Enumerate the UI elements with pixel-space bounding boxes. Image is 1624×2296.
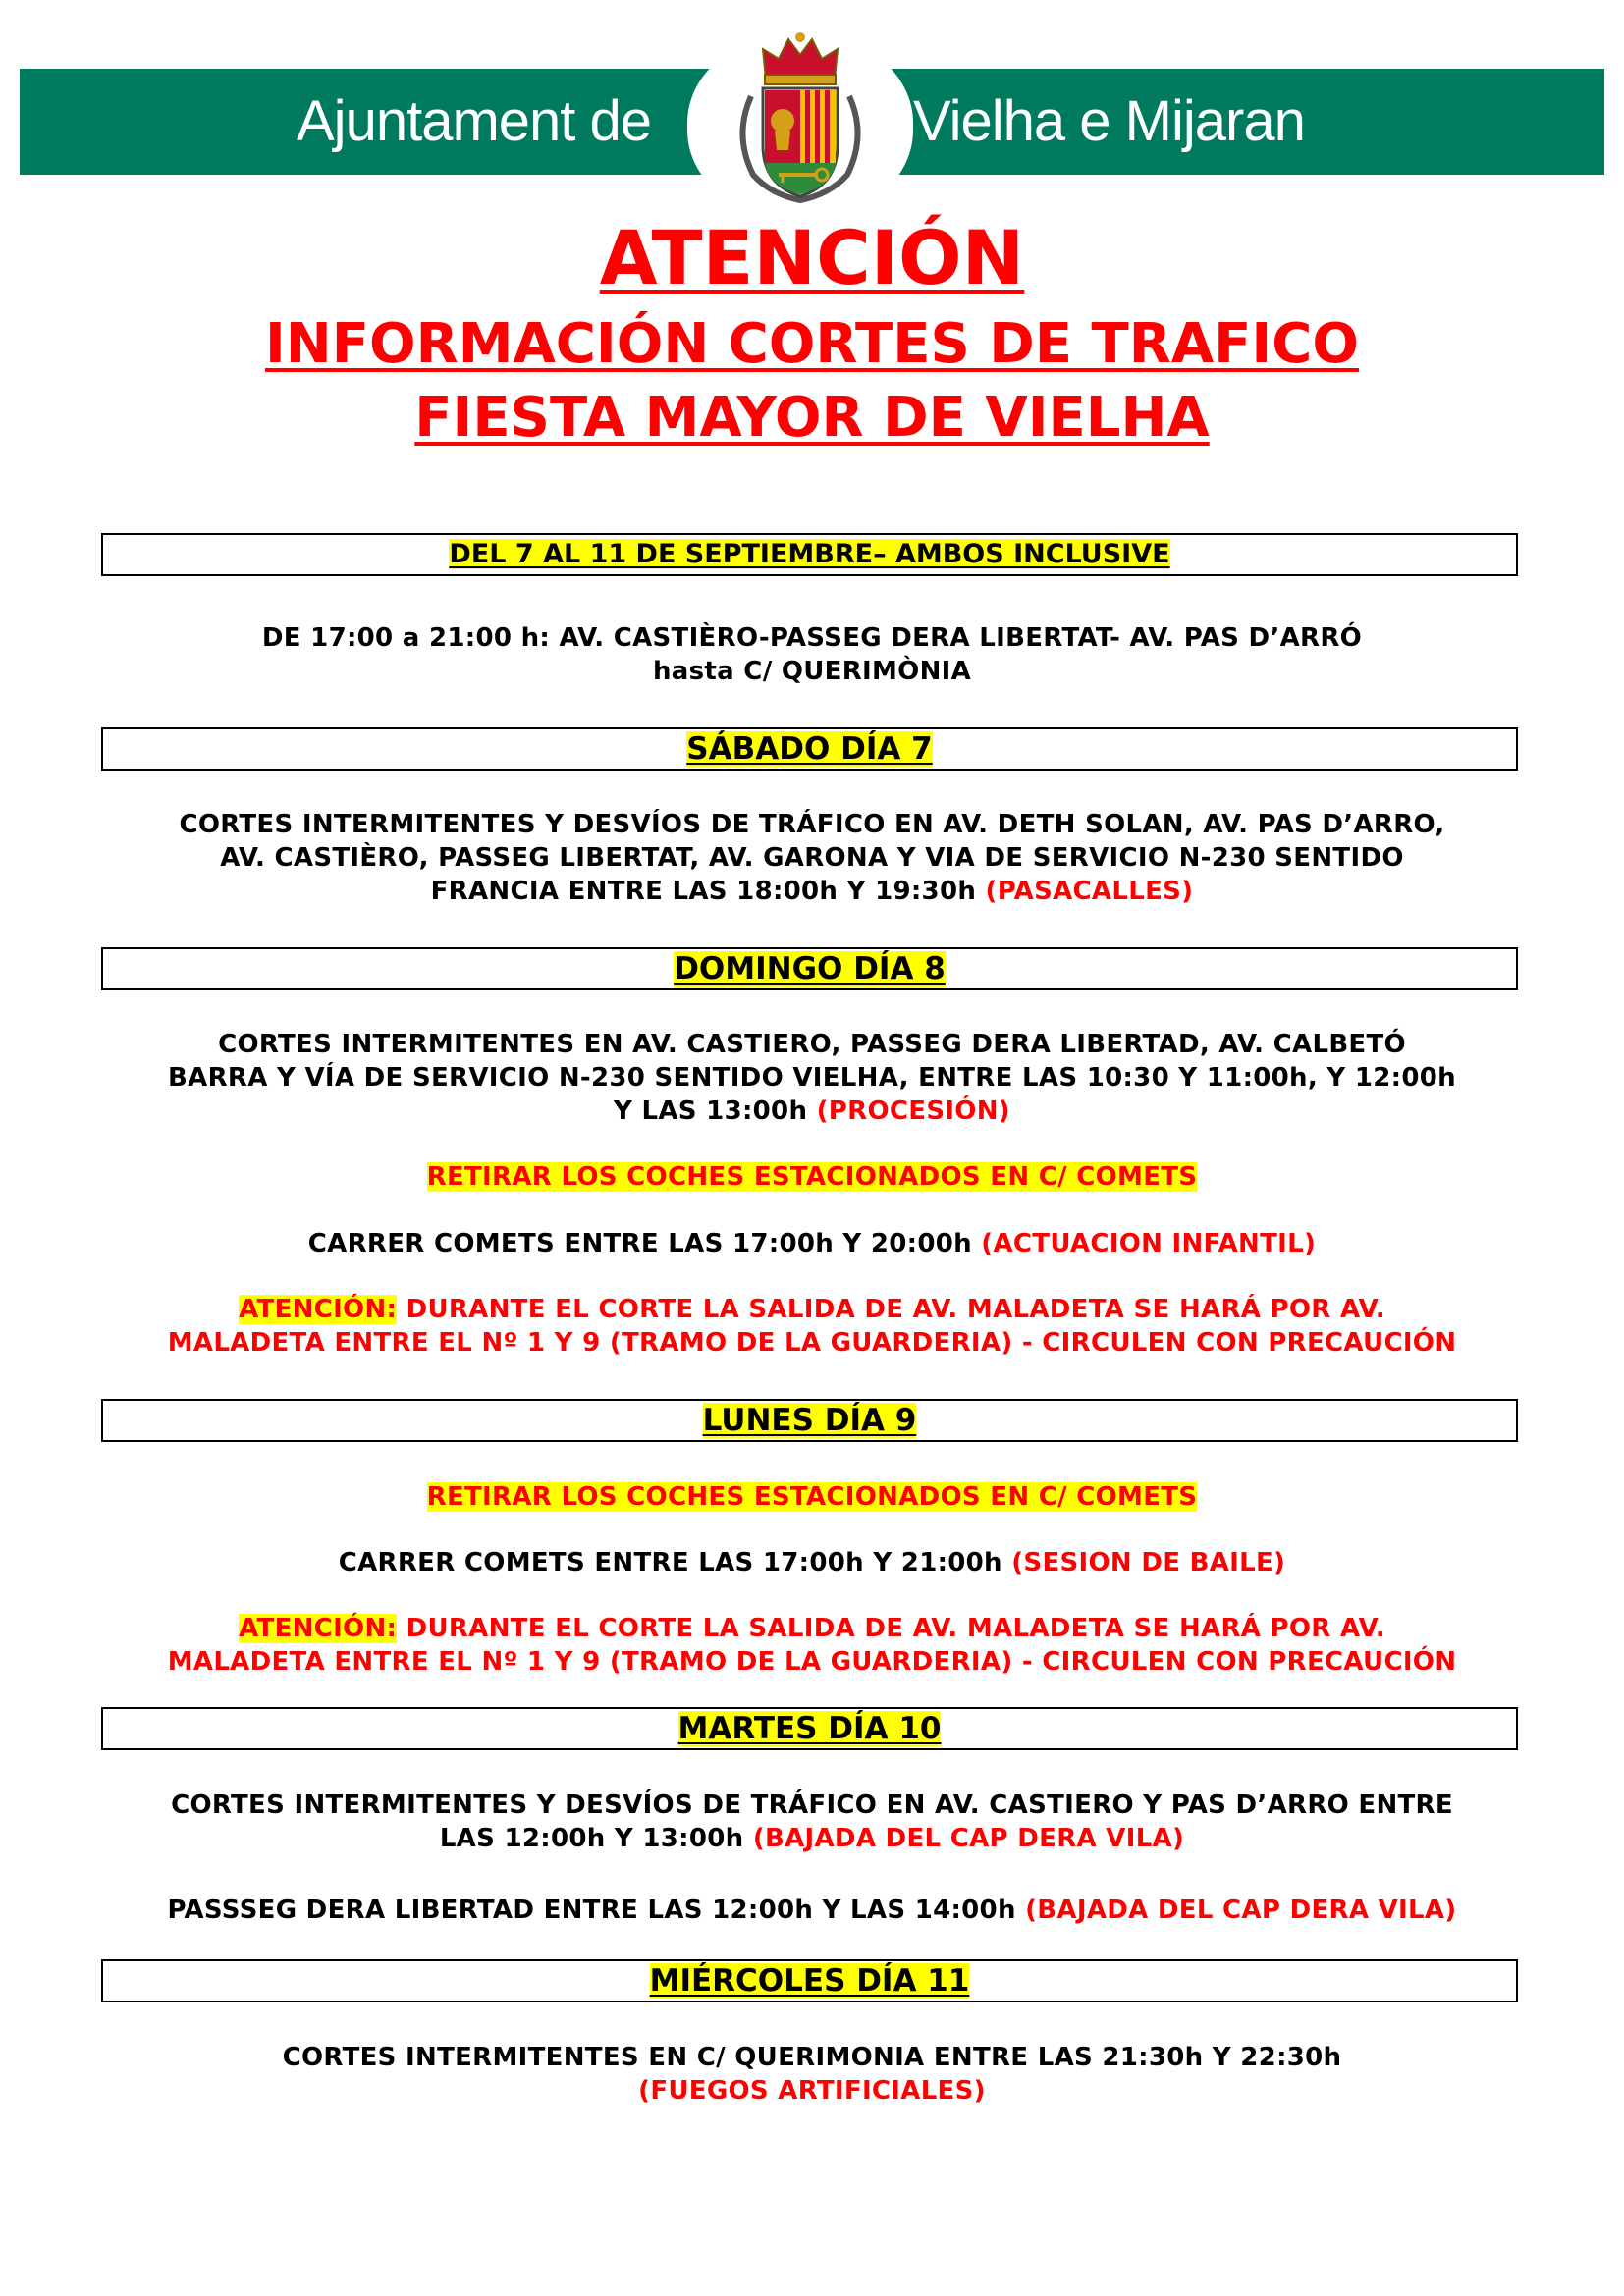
section-heading-box bbox=[101, 947, 1518, 990]
text-line: hasta C/ QUERIMÒNIA bbox=[652, 657, 972, 686]
banner-right-text: Vielha e Mijaran bbox=[913, 89, 1305, 153]
text-line: PASSSEG DERA LIBERTAD ENTRE LAS 12:00h Y LAS 14:00h bbox=[167, 1896, 1016, 1925]
section-heading: SÁBADO DÍA 7 bbox=[686, 731, 933, 767]
red-note: (PASACALLES) bbox=[985, 877, 1194, 906]
text-line: CORTES INTERMITENTES Y DESVÍOS DE TRÁFICO EN AV. DETH SOLAN, AV. PAS D’ARRO, bbox=[179, 810, 1445, 839]
page-subtitle-2: FIESTA MAYOR DE VIELHA bbox=[414, 386, 1210, 450]
text-line: MALADETA ENTRE EL Nº 1 Y 9 (TRAMO DE LA GUARDERIA) - CIRCULEN CON PRECAUCIÓN bbox=[167, 1647, 1457, 1677]
paragraph bbox=[98, 1227, 1526, 1260]
paragraph bbox=[98, 1293, 1526, 1360]
section-heading-box bbox=[101, 533, 1518, 576]
section-heading: DOMINGO DÍA 8 bbox=[674, 951, 946, 987]
text-line: CORTES INTERMITENTES Y DESVÍOS DE TRÁFICO EN AV. CASTIERO Y PAS D’ARRO ENTRE bbox=[171, 1790, 1453, 1820]
section-heading-box bbox=[101, 727, 1518, 771]
paragraph bbox=[98, 1546, 1526, 1579]
text-line: CARRER COMETS ENTRE LAS 17:00h Y 20:00h bbox=[307, 1229, 972, 1258]
paragraph bbox=[98, 1612, 1526, 1679]
page-subtitle: INFORMACIÓN CORTES DE TRAFICO bbox=[265, 312, 1359, 376]
red-note: (BAJADA DEL CAP DERA VILA) bbox=[1025, 1896, 1457, 1925]
red-note: (PROCESIÓN) bbox=[816, 1096, 1010, 1126]
attention-label: ATENCIÓN: bbox=[239, 1614, 398, 1643]
paragraph bbox=[98, 808, 1526, 908]
paragraph bbox=[98, 1480, 1526, 1514]
red-note: (ACTUACION INFANTIL) bbox=[981, 1229, 1317, 1258]
paragraph bbox=[98, 1160, 1526, 1194]
text-line: FRANCIA ENTRE LAS 18:00h Y 19:30h bbox=[430, 877, 977, 906]
section-heading-box bbox=[101, 1399, 1518, 1442]
warning-text: RETIRAR LOS COCHES ESTACIONADOS EN C/ COMETS bbox=[426, 1482, 1198, 1512]
section-heading-box bbox=[101, 1707, 1518, 1750]
red-note: (BAJADA DEL CAP DERA VILA) bbox=[752, 1824, 1185, 1853]
paragraph bbox=[98, 621, 1526, 688]
section-heading: MIÉRCOLES DÍA 11 bbox=[649, 1963, 970, 1999]
attention-label: ATENCIÓN: bbox=[239, 1295, 398, 1324]
coat-of-arms-icon bbox=[712, 27, 889, 214]
red-note: (FUEGOS ARTIFICIALES) bbox=[638, 2076, 986, 2106]
paragraph bbox=[98, 2041, 1526, 2108]
text-line: MALADETA ENTRE EL Nº 1 Y 9 (TRAMO DE LA GUARDERIA) - CIRCULEN CON PRECAUCIÓN bbox=[167, 1328, 1457, 1358]
paragraph bbox=[98, 1894, 1526, 1927]
text-line: DE 17:00 a 21:00 h: AV. CASTIÈRO-PASSEG DERA LIBERTAT- AV. PAS D’ARRÓ bbox=[261, 623, 1363, 653]
text-line: DURANTE EL CORTE LA SALIDA DE AV. MALADETA SE HARÁ POR AV. bbox=[406, 1295, 1385, 1324]
text-line: CORTES INTERMITENTES EN C/ QUERIMONIA ENTRE LAS 21:30h Y 22:30h bbox=[282, 2043, 1342, 2072]
text-line: Y LAS 13:00h bbox=[614, 1096, 808, 1126]
section-heading: DEL 7 AL 11 DE SEPTIEMBRE– AMBOS INCLUSIVE bbox=[449, 539, 1170, 569]
text-line: CARRER COMETS ENTRE LAS 17:00h Y 21:00h bbox=[338, 1548, 1002, 1577]
red-note: (SESION DE BAILE) bbox=[1011, 1548, 1286, 1577]
section-heading: MARTES DÍA 10 bbox=[677, 1711, 942, 1746]
banner-left-text: Ajuntament de bbox=[297, 89, 652, 153]
paragraph bbox=[98, 1028, 1526, 1128]
section-heading-box bbox=[101, 1959, 1518, 2002]
page-title: ATENCIÓN bbox=[599, 214, 1025, 301]
text-line: CORTES INTERMITENTES EN AV. CASTIERO, PASSEG DERA LIBERTAD, AV. CALBETÓ bbox=[218, 1030, 1406, 1059]
text-line: AV. CASTIÈRO, PASSEG LIBERTAT, AV. GARONA Y VIA DE SERVICIO N-230 SENTIDO bbox=[220, 843, 1404, 873]
warning-text: RETIRAR LOS COCHES ESTACIONADOS EN C/ COMETS bbox=[426, 1162, 1198, 1192]
text-line: DURANTE EL CORTE LA SALIDA DE AV. MALADETA SE HARÁ POR AV. bbox=[406, 1614, 1385, 1643]
paragraph bbox=[98, 1789, 1526, 1855]
text-line: LAS 12:00h Y 13:00h bbox=[439, 1824, 744, 1853]
section-heading: LUNES DÍA 9 bbox=[702, 1403, 917, 1438]
text-line: BARRA Y VÍA DE SERVICIO N-230 SENTIDO VIELHA, ENTRE LAS 10:30 Y 11:00h, Y 12:00h bbox=[168, 1063, 1456, 1093]
